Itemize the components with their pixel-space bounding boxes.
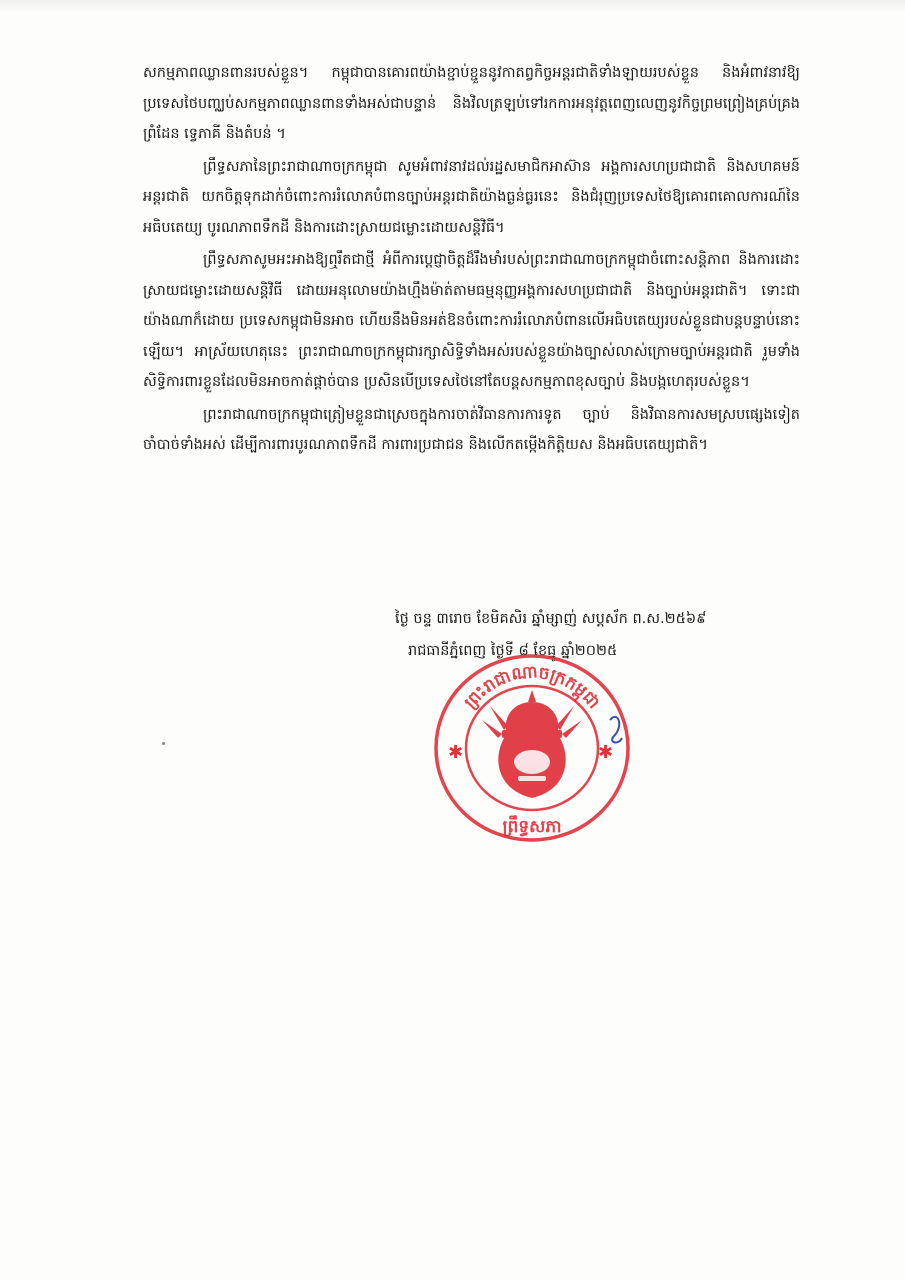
document-body bbox=[143, 58, 800, 463]
senate-seal bbox=[432, 650, 632, 844]
stray-mark bbox=[162, 742, 165, 745]
seal-stamp-icon bbox=[432, 650, 632, 844]
seal-ring-text-top: ព្រះរាជាណាចក្រកម្ពុជា bbox=[460, 662, 604, 713]
paragraph-3: ព្រឹទ្ធសភាសូមអះអាងឱ្យឮរឹតជាថ្មី អំពីការប្តេជ្ញាចិត្តដ៏រឹងមាំរបស់ព្រះរាជាណាចក្រកម្ពុជាចំពោះសន្តិភាព និងការដោះស្រាយជម្លោះដោយសន្តិវិធី ដោយអនុលោមយ៉ាងហ្មឹងម៉ាត់តាមធម្មនុញ្ញអង្គការសហប្រជាជាតិ និងច្បាប់អន្តរជាតិ។ ទោះជាយ៉ាងណាក៏ដោយ ប្រទេសកម្ពុជាមិនអាច ហើយនឹងមិនអត់ឱនចំពោះការរំលោភបំពានលើអធិបតេយ្យរបស់ខ្លួនជាបន្តបន្ទាប់នោះឡើយ។ អាស្រ័យហេតុនេះ ព្រះរាជាណាចក្រកម្ពុជារក្សាសិទ្ធិទាំងអស់របស់ខ្លួនយ៉ាងច្បាស់លាស់ក្រោមច្បាប់អន្តរជាតិ រួមទាំងសិទ្ធិការពារខ្លួនដែលមិនអាចកាត់ផ្តាច់បាន ប្រសិនបើប្រទេសថៃនៅតែបន្តសកម្មភាពខុសច្បាប់ និងបង្កហេតុរបស់ខ្លួន។ bbox=[143, 252, 800, 390]
date-solar: រាជធានីភ្នំពេញ ថ្ងៃទី ៨ ខែធ្នូ ឆ្នាំ២០២៥ bbox=[408, 643, 618, 659]
paragraph-4: ព្រះរាជាណាចក្រកម្ពុជាត្រៀមខ្លួនជាស្រេចក្នុងការចាត់វិធានការការទូត ច្បាប់ និងវិធានការសមស្របផ្សេងទៀតចាំបាច់ទាំងអស់ ដើម្បីការពារបូរណភាពទឹកដី ការពារប្រជាជន និងលើកតម្កើងកិត្តិយស និងអធិបតេយ្យជាតិ។ bbox=[143, 406, 800, 453]
paragraph-2: ព្រឹទ្ធសភានៃព្រះរាជាណាចក្រកម្ពុជា សូមអំពាវនាវដល់រដ្ឋសមាជិកអាស៊ាន អង្គការសហប្រជាជាតិ និងសហគមន៍អន្តរជាតិ យកចិត្តទុកដាក់ចំពោះការរំលោភបំពានច្បាប់អន្តរជាតិយ៉ាងធ្ងន់ធ្ងរនេះ និងជំរុញប្រទេសថៃឱ្យគោរពគោលការណ៍នៃអធិបតេយ្យ បូរណភាពទឹកដី និងការដោះស្រាយជម្លោះដោយសន្តិវិធី។ bbox=[143, 158, 800, 236]
seal-ring-text-bottom: ព្រឹទ្ធសភា bbox=[502, 817, 562, 837]
paragraph-1: សកម្មភាពឈ្លានពានរបស់ខ្លួន។ កម្ពុជាបានគោរពយ៉ាងខ្ជាប់ខ្ជួននូវកាតព្វកិច្ចអន្តរជាតិទាំងឡាយរបស់ខ្លួន និងអំពាវនាវឱ្យប្រទេសថៃបញ្ឈប់សកម្មភាពឈ្លានពានទាំងអស់ជាបន្ទាន់ និងវិលត្រឡប់ទៅរកការអនុវត្តពេញលេញនូវកិច្ចព្រមព្រៀងគ្រប់គ្រងព្រំដែន ទ្វេភាគី និងតំបន់ ។ bbox=[143, 65, 800, 142]
svg-text:✱: ✱ bbox=[598, 742, 614, 763]
svg-text:✱: ✱ bbox=[448, 742, 464, 763]
date-lunar: ថ្ងៃ ចន្ទ ៣រោច ខែមិគសិរ ឆ្នាំម្សាញ់ សប្តស័ក ព.ស.២៥៦៩ bbox=[395, 611, 707, 627]
page-top-edge bbox=[0, 0, 905, 14]
